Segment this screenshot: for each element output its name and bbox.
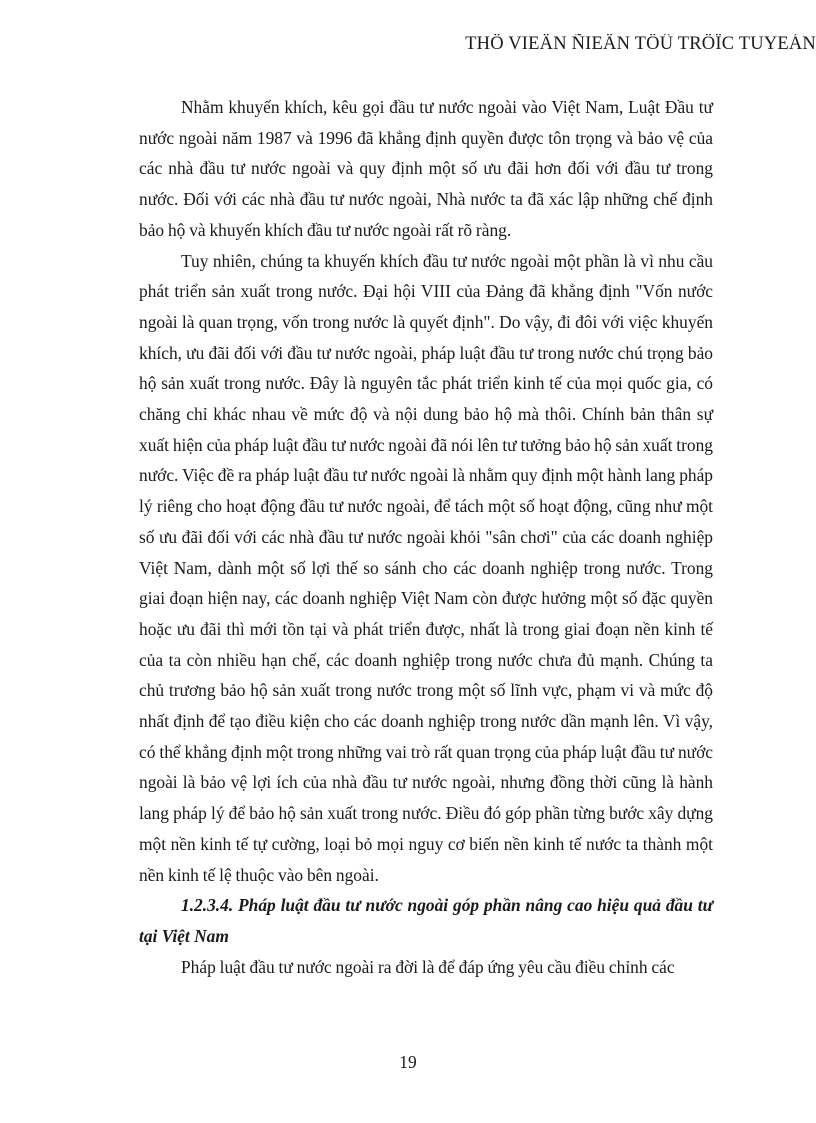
body-paragraph: Tuy nhiên, chúng ta khuyến khích đầu tư nước ngoài một phần là vì nhu cầu phát triển sản xuất trong nước. Đại hội VIII của Đảng đã khẳng định "Vốn nước ngoài là quan trọng, vốn trong nước là quyết định". Do vậy, đi đôi với việc khuyến khích, ưu đãi đối với đầu tư nước ngoài, pháp luật đầu tư trong nước chú trọng bảo hộ sản xuất trong nước. Đây là nguyên tắc phát triển kinh tế của mọi quốc gia, có chăng chỉ khác nhau về mức độ và nội dung bảo hộ mà thôi. Chính bản thân sự xuất hiện của pháp luật đầu tư nước ngoài đã nói lên tư tưởng bảo hộ sản xuất trong nước. Việc đề ra pháp luật đầu tư nước ngoài là nhằm quy định một hành lang pháp lý riêng cho hoạt động đầu tư nước ngoài, để tách một số hoạt động, cũng như một số ưu đãi đối với các nhà đầu tư nước ngoài khỏi "sân chơi" của các doanh nghiệp Việt Nam, dành một số lợi thế so sánh cho các doanh nghiệp trong nước. Trong giai đoạn hiện nay, các doanh nghiệp Việt Nam còn được hưởng một số đặc quyền hoặc ưu đãi thì mới tồn tại và phát triển được, nhất là trong giai đoạn nền kinh tế của ta còn nhiều hạn chế, các doanh nghiệp trong nước chưa đủ mạnh. Chúng ta chủ trương bảo hộ sản xuất trong nước trong một số lĩnh vực, phạm vi và mức độ nhất định để tạo điều kiện cho các doanh nghiệp trong nước dần mạnh lên. Vì vậy, có thể khẳng định một trong những vai trò rất quan trọng của pháp luật đầu tư nước ngoài là bảo vệ lợi ích của nhà đầu tư nước ngoài, nhưng đồng thời cũng là hành lang pháp lý để bảo hộ sản xuất trong nước. Điều đó góp phần từng bước xây dựng một nền kinh tế tự cường, loại bỏ mọi nguy cơ biến nền kinh tế nước ta thành một nền kinh tế lệ thuộc vào bên ngoài. xyxy=(139,250,713,885)
body-paragraph: Nhằm khuyến khích, kêu gọi đầu tư nước ngoài vào Việt Nam, Luật Đầu tư nước ngoài năm 1987 và 1996 đã khẳng định quyền được tôn trọng và bảo vệ của các nhà đầu tư nước ngoài và quy định một số ưu đãi hơn đối với đầu tư trong nước. Đối với các nhà đầu tư nước ngoài, Nhà nước ta đã xác lập những chế định bảo hộ và khuyến khích đầu tư nước ngoài rất rõ ràng. xyxy=(139,97,713,240)
document-body xyxy=(139,92,713,982)
section-heading: 1.2.3.4. Pháp luật đầu tư nước ngoài góp phần nâng cao hiệu quả đầu tư tại Việt Nam xyxy=(139,895,713,946)
page-header: THÖ VIEÄN ÑIEÄN TÖÛ TRÖÏC TUYEÁN xyxy=(465,34,816,54)
body-paragraph-final: Pháp luật đầu tư nước ngoài ra đời là để đáp ứng yêu cầu điều chỉnh các xyxy=(181,956,675,977)
page-number: 19 xyxy=(399,1052,417,1072)
